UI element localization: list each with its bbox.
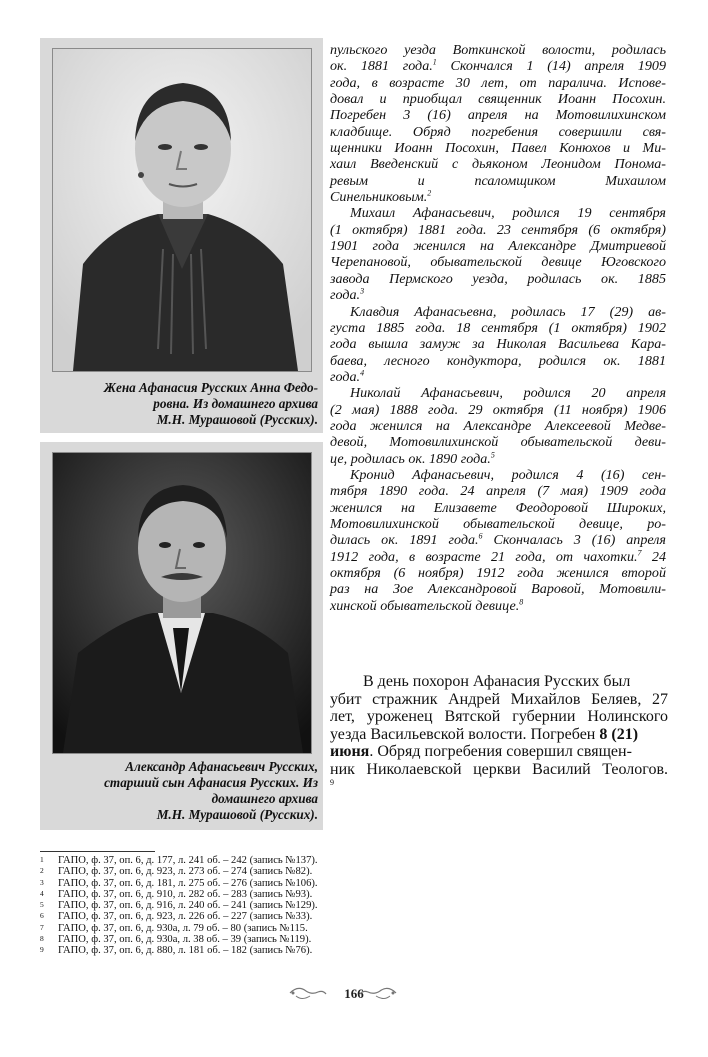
footnote-item — [40, 866, 318, 877]
caption-line: Александр Афанасьевич Русских, — [125, 759, 318, 774]
text-line: Мотовилихинской обывательской девице, ро- — [330, 515, 666, 532]
footnote-number: 2 — [40, 866, 44, 876]
text-line: ник Николаевской церкви Василий Теологов. — [330, 760, 668, 778]
photo-frame-1 — [52, 48, 312, 372]
text-line: женился на Елизавете Феодоровой Широких, — [330, 499, 666, 516]
text-line: Кронид Афанасьевич, родился 4 (16) сен- — [350, 466, 666, 483]
footnote-number: 7 — [40, 922, 44, 932]
text-line: (1 октября) 1881 года. 23 сентября (6 октября) — [330, 221, 666, 238]
text-line: раз на Зое Александровой Варовой, Мотовили- — [330, 581, 666, 598]
text-line: щенники Иоанн Посохин, Павел Конюхов и Ми- — [330, 140, 666, 157]
text-line — [330, 549, 666, 565]
text-line: убит стражник Андрей Михайлов Беляев, 27 — [330, 690, 668, 708]
text-line: Николай Афанасьевич, родился 20 апреля — [350, 385, 666, 402]
text-line: баева, лесного кондуктора, родился ок. 1881 — [330, 352, 666, 369]
caption-line: ровна. Из домашнего архива — [153, 396, 318, 411]
caption-line: старший сын Афанасия Русских. Из — [104, 775, 318, 790]
footnote-ref[interactable]: 3 — [360, 286, 365, 296]
text-line: завода Пермского уезда, родилась ок. 1885 — [330, 270, 666, 287]
footnote-number: 3 — [40, 877, 44, 887]
footnote-item — [40, 934, 318, 945]
footnote-text: ГАПО, ф. 37, оп. 6, д. 880, л. 181 об. – 182 (запись №76). — [58, 945, 313, 957]
text-line: 1901 года женился на Александре Дмитриевой — [330, 238, 666, 255]
footnote-ref[interactable]: 9 — [330, 778, 334, 787]
footnote-text: ГАПО, ф. 37, оп. 6, д. 930а, л. 79 об. – 80 (запись №115. — [58, 922, 308, 934]
text-run-bold: июня — [330, 743, 370, 760]
footnotes — [40, 855, 318, 957]
text-line: октября (6 ноября) 1912 года женился второй — [330, 565, 666, 581]
text-run: уезда Васильевской волости. Погребен — [330, 725, 600, 743]
footnote-item — [40, 900, 318, 911]
text-line: Погребен 3 (16) апреля на Мотовилихинском — [330, 107, 666, 124]
text-line — [330, 189, 666, 205]
text-run: дилась ок. 1891 года. — [330, 532, 479, 549]
text-line: года, в возрасте 30 лет, от паралича. Испове- — [330, 74, 666, 91]
text-line: Клавдия Афанасьевна, родилась 17 (29) ав- — [350, 303, 666, 320]
text-line: тября 1890 года. 24 апреля (7 мая) 1909 года — [330, 483, 666, 500]
portrait-man-photo — [53, 453, 311, 753]
text-line — [330, 743, 668, 761]
text-line — [330, 726, 668, 744]
text-run: Скончалась 3 (16) апреля — [482, 532, 666, 549]
text-line — [330, 532, 666, 548]
text-line — [330, 58, 666, 74]
footnote-ref[interactable]: 8 — [519, 597, 524, 606]
caption-line: Жена Афанасия Русских Анна Федо- — [103, 380, 318, 395]
page-number: 166 — [344, 986, 364, 1001]
text-line: ревым и псаломщиком Михаилом — [330, 172, 666, 189]
caption-line: М.Н. Мурашовой (Русских). — [156, 807, 318, 822]
text-run: 24 — [641, 548, 667, 565]
text-run: хинской обывательской девице. — [330, 597, 520, 614]
footnote-number: 8 — [40, 934, 44, 944]
text-line — [330, 369, 666, 385]
caption-line: М.Н. Мурашовой (Русских). — [156, 412, 318, 427]
footnote-item — [40, 878, 318, 889]
text-run: Синельниковым. — [330, 189, 428, 206]
footnote-item — [40, 855, 318, 866]
genealogy-text — [330, 42, 666, 614]
text-line: Михаил Афанасьевич, родился 19 сентября — [350, 205, 666, 222]
footnote-ref[interactable]: 5 — [490, 449, 495, 459]
footnote-text: ГАПО, ф. 37, оп. 6, д. 930а, л. 38 об. – 39 (запись №119). — [58, 934, 312, 946]
text-run-bold: 8 (21) — [599, 725, 639, 743]
footnote-ref[interactable]: 6 — [478, 531, 483, 541]
photo-caption-2 — [52, 759, 318, 823]
text-line — [330, 451, 666, 467]
footnote-text: ГАПО, ф. 37, оп. 6, д. 181, л. 275 об. – 276 (запись №106). — [58, 877, 318, 889]
footnote-item — [40, 923, 318, 934]
caption-line: домашнего архива — [211, 791, 318, 806]
footnote-text: ГАПО, ф. 37, оп. 6, д. 923, л. 226 об. – 227 (запись №33). — [58, 911, 313, 923]
text-line: хаил Введенский с дьяконом Леонидом Понома- — [330, 156, 666, 173]
text-line: Черепановой, обывательской девице Юговского — [330, 254, 666, 271]
text-line: года вышла замуж за Николая Васильева Кара- — [330, 336, 666, 353]
text-line: кладбище. Обряд погребения совершили свя- — [330, 123, 666, 140]
text-run: . Обряд погребения совершил священ- — [369, 743, 632, 760]
photo-frame-2 — [52, 452, 312, 754]
text-line: В день похорон Афанасия Русских был — [363, 673, 631, 690]
text-line — [330, 287, 666, 303]
footnote-item — [40, 945, 318, 956]
footnote-text: ГАПО, ф. 37, оп. 6, д. 177, л. 241 об. – 242 (запись №137). — [58, 855, 318, 866]
portrait-woman-photo — [53, 49, 311, 371]
photo-caption-1 — [52, 380, 318, 428]
text-line: пульского уезда Воткинской волости, родилась — [330, 42, 666, 58]
text-line: (2 мая) 1888 года. 29 октября (11 ноября) 1906 — [330, 401, 666, 418]
text-line: густа 1885 года. 18 сентября (1 октября) 1902 — [330, 319, 666, 336]
footnote-item — [40, 911, 318, 922]
text-line: года женился на Александре Алексеевой Медве- — [330, 417, 666, 434]
footnote-ref[interactable]: 4 — [360, 368, 365, 378]
text-run: це, родилась ок. 1890 года. — [330, 450, 491, 467]
text-run: года. — [330, 287, 361, 304]
text-run: года. — [330, 368, 361, 385]
footnote-ref[interactable]: 2 — [427, 188, 432, 198]
footnote-rule — [40, 851, 155, 852]
footnote-text: ГАПО, ф. 37, оп. 6, д. 916, л. 240 об. – 241 (запись №129). — [58, 900, 318, 912]
footnote-item — [40, 889, 318, 900]
text-line: лет, уроженец Вятской губернии Нолинского — [330, 708, 668, 725]
text-run: 1912 года, в возрасте 21 года, от чахотки. — [330, 548, 638, 565]
footnote-ref[interactable]: 1 — [432, 57, 437, 67]
text-line — [330, 598, 666, 614]
footnote-number: 4 — [40, 888, 44, 898]
text-line: довал и приобщал священник Иоанн Посохин. — [330, 91, 666, 108]
footnote-number: 5 — [40, 900, 44, 910]
footnote-text: ГАПО, ф. 37, оп. 6, д. 923, л. 273 об. – 274 (запись №82). — [58, 866, 313, 878]
text-run: ок. 1881 года. — [330, 58, 433, 75]
text-run: Скончался 1 (14) апреля 1909 — [436, 58, 666, 75]
text-line: девой, Мотовилихинской обывательской деви- — [330, 434, 666, 451]
burial-paragraph — [330, 673, 668, 787]
footnote-ref[interactable]: 7 — [637, 547, 642, 557]
footnote-number: 1 — [40, 855, 44, 864]
footnote-number: 6 — [40, 911, 44, 921]
right-ornament-icon — [358, 983, 398, 1003]
footnote-text: ГАПО, ф. 37, оп. 6, д. 910, л. 282 об. – 283 (запись №93). — [58, 888, 313, 900]
footnote-number: 9 — [40, 945, 44, 955]
